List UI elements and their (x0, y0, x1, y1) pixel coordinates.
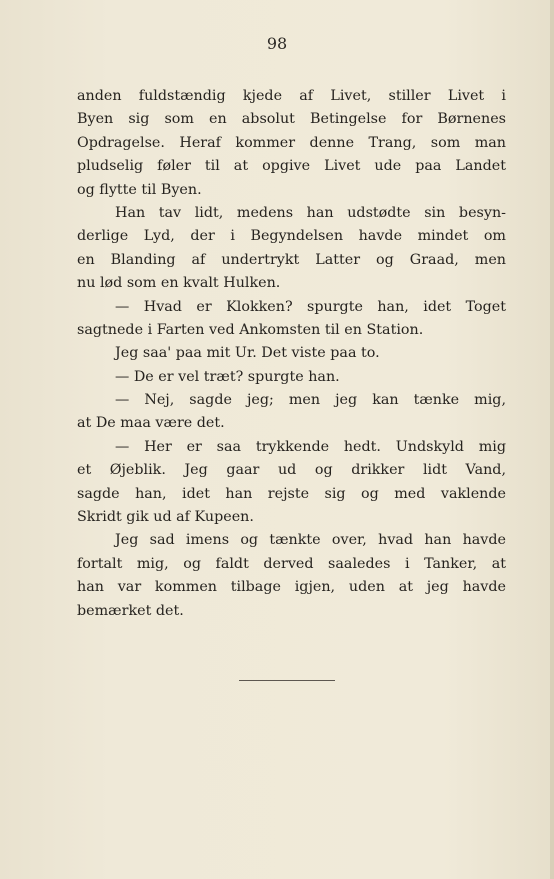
text-line: Opdragelse. Heraf kommer denne Trang, som man (77, 134, 506, 151)
page-edge (550, 0, 554, 879)
text-line: han var kommen tilbage igjen, uden at jeg havde (77, 579, 506, 596)
text-line: og flytte til Byen. (77, 181, 202, 198)
text-line: at De maa være det. (77, 415, 225, 432)
text-line: Skridt gik ud af Kupeen. (77, 509, 254, 526)
text-line: pludselig føler til at opgive Livet ude paa Landet (77, 158, 506, 175)
page-number: 98 (266, 34, 288, 53)
text-line: — Her er saa trykkende hedt. Undskyld mig (115, 438, 506, 455)
text-line: derlige Lyd, der i Begyndelsen havde mindet om (77, 228, 506, 245)
text-line: — Hvad er Klokken? spurgte han, idet Toget (115, 298, 506, 315)
text-line: sagde han, idet han rejste sig og med vaklende (77, 485, 506, 502)
body-text (77, 85, 506, 623)
text-line: fortalt mig, og faldt derved saaledes i Tanker, at (77, 555, 506, 572)
text-line: sagtnede i Farten ved Ankomsten til en Station. (77, 321, 424, 338)
text-line: Byen sig som en absolut Betingelse for Børnenes (77, 111, 506, 128)
text-line: Han tav lidt, medens han udstødte sin besyn- (115, 204, 506, 221)
text-line: nu lød som en kvalt Hulken. (77, 275, 281, 292)
section-rule (239, 680, 335, 681)
text-line: en Blanding af undertrykt Latter og Graad, men (77, 251, 506, 268)
text-line: et Øjeblik. Jeg gaar ud og drikker lidt Vand, (77, 462, 506, 479)
text-line: anden fuldstændig kjede af Livet, stiller Livet i (77, 88, 506, 104)
text-line: bemærket det. (77, 602, 184, 619)
text-line: Jeg sad imens og tænkte over, hvad han havde (115, 532, 506, 549)
text-line: Jeg saa' paa mit Ur. Det viste paa to. (115, 345, 380, 362)
text-line: — Nej, sagde jeg; men jeg kan tænke mig, (115, 392, 506, 409)
text-line: — De er vel træt? spurgte han. (115, 368, 340, 385)
